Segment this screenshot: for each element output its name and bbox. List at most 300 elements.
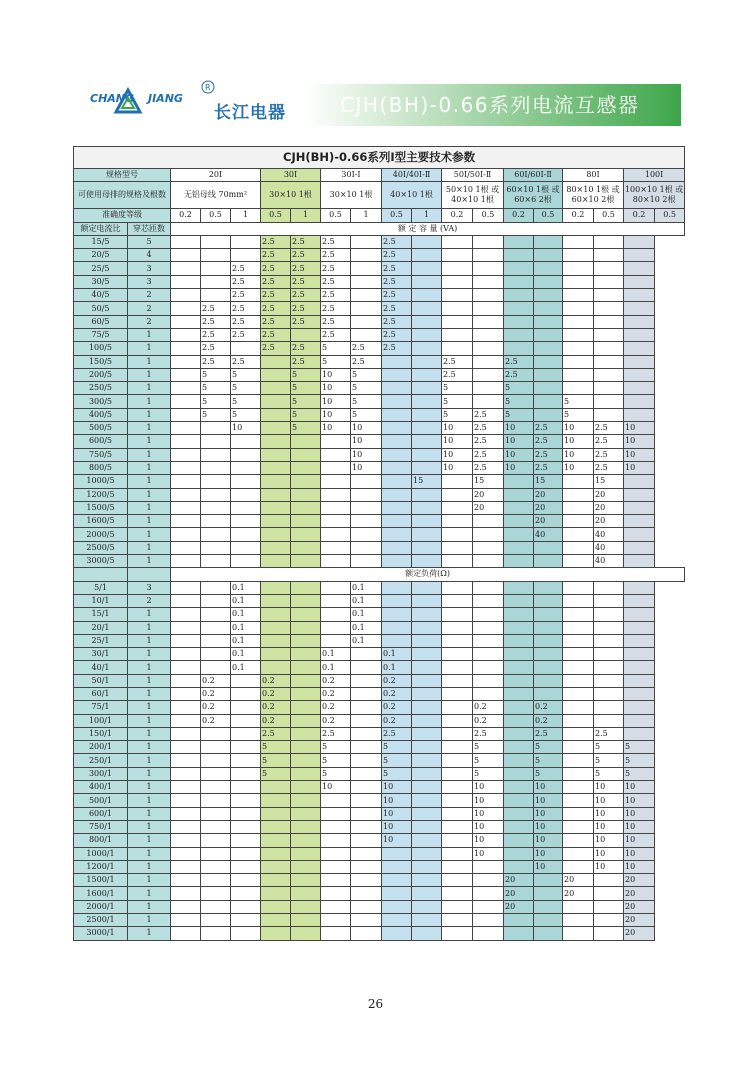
value-cell: 10 xyxy=(231,422,261,435)
value-cell xyxy=(412,847,442,860)
value-cell xyxy=(412,448,442,461)
value-cell: 5 xyxy=(504,395,534,408)
value-cell: 0.1 xyxy=(321,648,351,661)
rated-ratio-cell: 300/1 xyxy=(74,767,128,780)
value-cell xyxy=(351,701,382,714)
value-cell xyxy=(412,368,442,381)
value-cell xyxy=(534,914,563,927)
value-cell xyxy=(231,860,261,873)
value-cell xyxy=(442,767,473,780)
value-cell xyxy=(291,528,321,541)
value-cell: 5 xyxy=(231,368,261,381)
table-row xyxy=(74,315,685,328)
value-cell xyxy=(382,515,412,528)
value-cell: 0.1 xyxy=(231,648,261,661)
value-cell xyxy=(201,555,231,568)
rated-ratio-cell: 800/1 xyxy=(74,834,128,847)
value-cell: 0.2 xyxy=(382,701,412,714)
value-cell xyxy=(171,501,201,514)
value-cell xyxy=(382,435,412,448)
value-cell: 0.2 xyxy=(261,714,291,727)
value-cell xyxy=(171,834,201,847)
value-cell xyxy=(412,289,442,302)
value-cell xyxy=(473,914,504,927)
value-cell xyxy=(473,342,504,355)
value-cell xyxy=(412,515,442,528)
value-cell xyxy=(261,435,291,448)
value-cell xyxy=(321,541,351,554)
value-cell xyxy=(291,475,321,488)
value-cell xyxy=(594,674,624,687)
value-cell: 10 xyxy=(594,807,624,820)
value-cell xyxy=(504,501,534,514)
value-cell xyxy=(231,461,261,474)
value-cell xyxy=(563,927,594,940)
value-cell xyxy=(563,701,594,714)
value-cell: 2.5 xyxy=(504,368,534,381)
value-cell xyxy=(504,594,534,607)
value-cell xyxy=(351,741,382,754)
turns-cell: 1 xyxy=(128,900,171,913)
table-row xyxy=(74,608,685,621)
value-cell xyxy=(231,741,261,754)
value-cell xyxy=(442,807,473,820)
value-cell xyxy=(382,621,412,634)
table-row xyxy=(74,754,685,767)
value-cell xyxy=(442,621,473,634)
value-cell: 2.5 xyxy=(291,262,321,275)
value-cell: 5 xyxy=(351,395,382,408)
value-cell: 10 xyxy=(534,794,563,807)
value-cell xyxy=(594,581,624,594)
turns-cell: 1 xyxy=(128,687,171,700)
value-cell xyxy=(442,820,473,833)
value-cell xyxy=(504,249,534,262)
value-cell xyxy=(291,501,321,514)
value-cell xyxy=(231,714,261,727)
value-cell xyxy=(171,289,201,302)
value-cell: 2.5 xyxy=(231,289,261,302)
value-cell: 0.2 xyxy=(382,674,412,687)
table-row xyxy=(74,235,685,248)
table-row xyxy=(74,927,685,940)
value-cell xyxy=(624,395,655,408)
value-cell xyxy=(261,834,291,847)
value-cell xyxy=(534,621,563,634)
value-cell xyxy=(291,461,321,474)
value-cell: 5 xyxy=(261,767,291,780)
value-cell: 10 xyxy=(351,435,382,448)
value-cell xyxy=(442,661,473,674)
value-cell: 10 xyxy=(321,422,351,435)
value-cell xyxy=(412,249,442,262)
value-cell xyxy=(534,368,563,381)
value-cell xyxy=(594,594,624,607)
rated-ratio-cell: 3000/5 xyxy=(74,555,128,568)
value-cell: 10 xyxy=(563,435,594,448)
turns-cell: 1 xyxy=(128,342,171,355)
table-row xyxy=(74,820,685,833)
value-cell: 0.2 xyxy=(321,687,351,700)
value-cell xyxy=(231,674,261,687)
value-cell xyxy=(382,860,412,873)
value-cell xyxy=(171,355,201,368)
value-cell xyxy=(351,488,382,501)
value-cell xyxy=(321,887,351,900)
value-cell xyxy=(291,661,321,674)
value-cell xyxy=(563,315,594,328)
value-cell xyxy=(624,342,655,355)
value-cell: 2.5 xyxy=(382,235,412,248)
value-cell xyxy=(594,302,624,315)
value-cell xyxy=(563,608,594,621)
value-cell xyxy=(473,355,504,368)
value-cell: 0.2 xyxy=(321,701,351,714)
rated-ratio-cell: 60/5 xyxy=(74,315,128,328)
value-cell xyxy=(534,634,563,647)
value-cell xyxy=(171,528,201,541)
value-cell: 5 xyxy=(473,741,504,754)
table-row xyxy=(74,302,685,315)
value-cell: 20 xyxy=(534,501,563,514)
value-cell xyxy=(351,834,382,847)
value-cell xyxy=(321,435,351,448)
turns-cell: 1 xyxy=(128,914,171,927)
value-cell xyxy=(442,674,473,687)
value-cell: 10 xyxy=(624,461,655,474)
table-row xyxy=(74,594,685,607)
value-cell: 5 xyxy=(201,368,231,381)
turns-cell: 1 xyxy=(128,674,171,687)
rated-ratio-cell: 600/1 xyxy=(74,807,128,820)
value-cell xyxy=(624,289,655,302)
value-cell: 2.5 xyxy=(594,461,624,474)
value-cell xyxy=(594,874,624,887)
value-cell xyxy=(442,634,473,647)
value-cell xyxy=(291,860,321,873)
value-cell: 5 xyxy=(201,395,231,408)
turns-cell: 1 xyxy=(128,807,171,820)
value-cell xyxy=(563,541,594,554)
value-cell xyxy=(412,328,442,341)
value-cell xyxy=(442,741,473,754)
value-cell: 20 xyxy=(473,488,504,501)
value-cell xyxy=(382,355,412,368)
value-cell xyxy=(412,581,442,594)
value-cell xyxy=(231,687,261,700)
value-cell xyxy=(624,714,655,727)
value-cell xyxy=(563,235,594,248)
value-cell xyxy=(504,661,534,674)
value-cell: 2.5 xyxy=(534,461,563,474)
value-cell: 5 xyxy=(504,382,534,395)
value-cell xyxy=(624,262,655,275)
value-cell xyxy=(201,874,231,887)
value-cell: 40 xyxy=(594,541,624,554)
value-cell: 5 xyxy=(261,754,291,767)
value-cell xyxy=(351,315,382,328)
value-cell xyxy=(594,608,624,621)
value-cell: 10 xyxy=(624,448,655,461)
value-cell: 2.5 xyxy=(321,262,351,275)
value-cell xyxy=(321,448,351,461)
value-cell xyxy=(442,581,473,594)
value-cell xyxy=(261,541,291,554)
value-cell xyxy=(624,608,655,621)
value-cell xyxy=(594,315,624,328)
value-cell xyxy=(231,874,261,887)
value-cell xyxy=(412,860,442,873)
rated-ratio-cell: 400/5 xyxy=(74,408,128,421)
value-cell: 2.5 xyxy=(321,249,351,262)
value-cell xyxy=(504,541,534,554)
value-cell: 10 xyxy=(563,461,594,474)
value-cell xyxy=(504,914,534,927)
table-row xyxy=(74,262,685,275)
rated-ratio-cell: 250/5 xyxy=(74,382,128,395)
value-cell xyxy=(291,674,321,687)
value-cell xyxy=(563,262,594,275)
rated-ratio-cell: 150/1 xyxy=(74,727,128,740)
value-cell xyxy=(171,914,201,927)
value-cell xyxy=(351,900,382,913)
value-cell xyxy=(563,275,594,288)
value-cell: 40 xyxy=(594,528,624,541)
value-cell xyxy=(201,541,231,554)
value-cell xyxy=(594,355,624,368)
value-cell xyxy=(563,754,594,767)
rated-ratio-cell: 40/5 xyxy=(74,289,128,302)
value-cell xyxy=(201,448,231,461)
value-cell xyxy=(291,914,321,927)
value-cell xyxy=(231,448,261,461)
value-cell xyxy=(171,475,201,488)
value-cell: 2.5 xyxy=(351,355,382,368)
value-cell: 5 xyxy=(563,395,594,408)
value-cell: 0.2 xyxy=(261,674,291,687)
value-cell: 2.5 xyxy=(321,275,351,288)
value-cell xyxy=(563,501,594,514)
value-cell xyxy=(171,382,201,395)
rated-ratio-cell: 1600/5 xyxy=(74,515,128,528)
rated-ratio-cell: 20/1 xyxy=(74,621,128,634)
value-cell xyxy=(382,581,412,594)
value-cell xyxy=(563,528,594,541)
value-cell xyxy=(351,847,382,860)
value-cell xyxy=(231,528,261,541)
value-cell xyxy=(473,541,504,554)
value-cell xyxy=(291,927,321,940)
value-cell xyxy=(624,488,655,501)
value-cell xyxy=(442,794,473,807)
table-row xyxy=(74,701,685,714)
value-cell xyxy=(412,262,442,275)
value-cell xyxy=(624,408,655,421)
value-cell: 2.5 xyxy=(201,342,231,355)
value-cell xyxy=(382,408,412,421)
value-cell xyxy=(261,501,291,514)
value-cell xyxy=(594,714,624,727)
value-cell xyxy=(563,794,594,807)
turns-cell: 1 xyxy=(128,661,171,674)
value-cell xyxy=(261,488,291,501)
value-cell xyxy=(201,435,231,448)
value-cell: 2.5 xyxy=(321,328,351,341)
value-cell xyxy=(261,807,291,820)
value-cell xyxy=(171,275,201,288)
value-cell: 5 xyxy=(321,754,351,767)
turns-label: 穿芯匝数 xyxy=(128,222,171,235)
table-title: CJH(BH)-0.66系列Ⅰ型主要技术参数 xyxy=(74,147,685,169)
value-cell xyxy=(201,661,231,674)
value-cell xyxy=(231,541,261,554)
value-cell xyxy=(171,435,201,448)
value-cell: 5 xyxy=(534,767,563,780)
svg-text:JIANG: JIANG xyxy=(148,92,183,105)
value-cell xyxy=(321,555,351,568)
value-cell xyxy=(231,515,261,528)
rated-ratio-cell: 500/5 xyxy=(74,422,128,435)
value-cell: 20 xyxy=(594,488,624,501)
value-cell xyxy=(351,727,382,740)
value-cell xyxy=(412,422,442,435)
value-cell xyxy=(171,820,201,833)
value-cell: 10 xyxy=(594,860,624,873)
turns-cell: 1 xyxy=(128,754,171,767)
value-cell: 10 xyxy=(473,781,504,794)
table-row xyxy=(74,887,685,900)
value-cell xyxy=(201,594,231,607)
value-cell: 2.5 xyxy=(594,435,624,448)
value-cell xyxy=(261,634,291,647)
accuracy-class-cell: 0.5 xyxy=(261,209,291,222)
value-cell: 0.2 xyxy=(261,701,291,714)
value-cell: 2.5 xyxy=(534,448,563,461)
value-cell: 2.5 xyxy=(534,422,563,435)
value-cell xyxy=(624,355,655,368)
value-cell xyxy=(351,914,382,927)
turns-cell: 1 xyxy=(128,541,171,554)
value-cell: 2.5 xyxy=(291,235,321,248)
value-cell xyxy=(231,807,261,820)
table-row xyxy=(74,914,685,927)
turns-cell: 1 xyxy=(128,767,171,780)
table-row xyxy=(74,634,685,647)
value-cell xyxy=(351,687,382,700)
value-cell xyxy=(594,687,624,700)
value-cell: 5 xyxy=(594,767,624,780)
value-cell xyxy=(201,581,231,594)
rated-ratio-cell: 75/1 xyxy=(74,701,128,714)
value-cell xyxy=(201,289,231,302)
value-cell xyxy=(201,887,231,900)
value-cell xyxy=(231,794,261,807)
value-cell xyxy=(171,608,201,621)
value-cell xyxy=(171,900,201,913)
value-cell xyxy=(442,927,473,940)
value-cell: 10 xyxy=(504,422,534,435)
busbar-80: 80×10 1根 或60×10 2根 xyxy=(563,182,624,209)
value-cell xyxy=(624,674,655,687)
value-cell xyxy=(504,634,534,647)
value-cell xyxy=(351,515,382,528)
value-cell: 2.5 xyxy=(231,315,261,328)
value-cell xyxy=(442,289,473,302)
value-cell: 5 xyxy=(321,355,351,368)
turns-cell: 1 xyxy=(128,927,171,940)
value-cell xyxy=(201,249,231,262)
model-40: 40Ⅰ/40Ⅰ-Ⅱ xyxy=(382,169,442,182)
accuracy-class-cell: 0.5 xyxy=(382,209,412,222)
value-cell xyxy=(563,555,594,568)
value-cell xyxy=(321,874,351,887)
value-cell xyxy=(382,488,412,501)
value-cell xyxy=(412,315,442,328)
value-cell: 10 xyxy=(473,794,504,807)
value-cell xyxy=(321,927,351,940)
value-cell xyxy=(534,275,563,288)
value-cell xyxy=(261,621,291,634)
value-cell: 10 xyxy=(624,794,655,807)
rated-ratio-cell: 150/5 xyxy=(74,355,128,368)
value-cell: 5 xyxy=(351,368,382,381)
value-cell: 10 xyxy=(594,781,624,794)
value-cell xyxy=(534,661,563,674)
table-row xyxy=(74,355,685,368)
value-cell xyxy=(473,368,504,381)
value-cell xyxy=(171,488,201,501)
value-cell: 2.5 xyxy=(473,422,504,435)
value-cell xyxy=(201,488,231,501)
value-cell: 5 xyxy=(594,741,624,754)
turns-cell: 1 xyxy=(128,422,171,435)
value-cell xyxy=(504,555,534,568)
value-cell: 15 xyxy=(412,475,442,488)
value-cell xyxy=(261,515,291,528)
value-cell: 2.5 xyxy=(351,342,382,355)
value-cell xyxy=(231,342,261,355)
value-cell xyxy=(563,687,594,700)
turns-cell: 1 xyxy=(128,435,171,448)
value-cell xyxy=(261,874,291,887)
value-cell xyxy=(351,754,382,767)
rated-ratio-cell: 30/1 xyxy=(74,648,128,661)
rated-ratio-cell: 500/1 xyxy=(74,794,128,807)
value-cell: 40 xyxy=(534,528,563,541)
rated-ratio-cell: 3000/1 xyxy=(74,927,128,940)
value-cell: 2.5 xyxy=(594,422,624,435)
value-cell: 5 xyxy=(504,408,534,421)
value-cell: 2.5 xyxy=(291,302,321,315)
value-cell xyxy=(534,342,563,355)
value-cell: 0.1 xyxy=(231,581,261,594)
value-cell: 5 xyxy=(291,382,321,395)
value-cell xyxy=(473,395,504,408)
value-cell xyxy=(351,874,382,887)
value-cell xyxy=(412,302,442,315)
turns-cell: 1 xyxy=(128,701,171,714)
model-label: 规格型号 xyxy=(74,169,171,182)
table-row xyxy=(74,555,685,568)
value-cell xyxy=(231,927,261,940)
value-cell: 2.5 xyxy=(382,342,412,355)
table-row xyxy=(74,448,685,461)
value-cell: 10 xyxy=(321,395,351,408)
value-cell xyxy=(291,834,321,847)
accuracy-class-cell: 0.5 xyxy=(594,209,624,222)
turns-cell: 1 xyxy=(128,621,171,634)
value-cell xyxy=(563,475,594,488)
